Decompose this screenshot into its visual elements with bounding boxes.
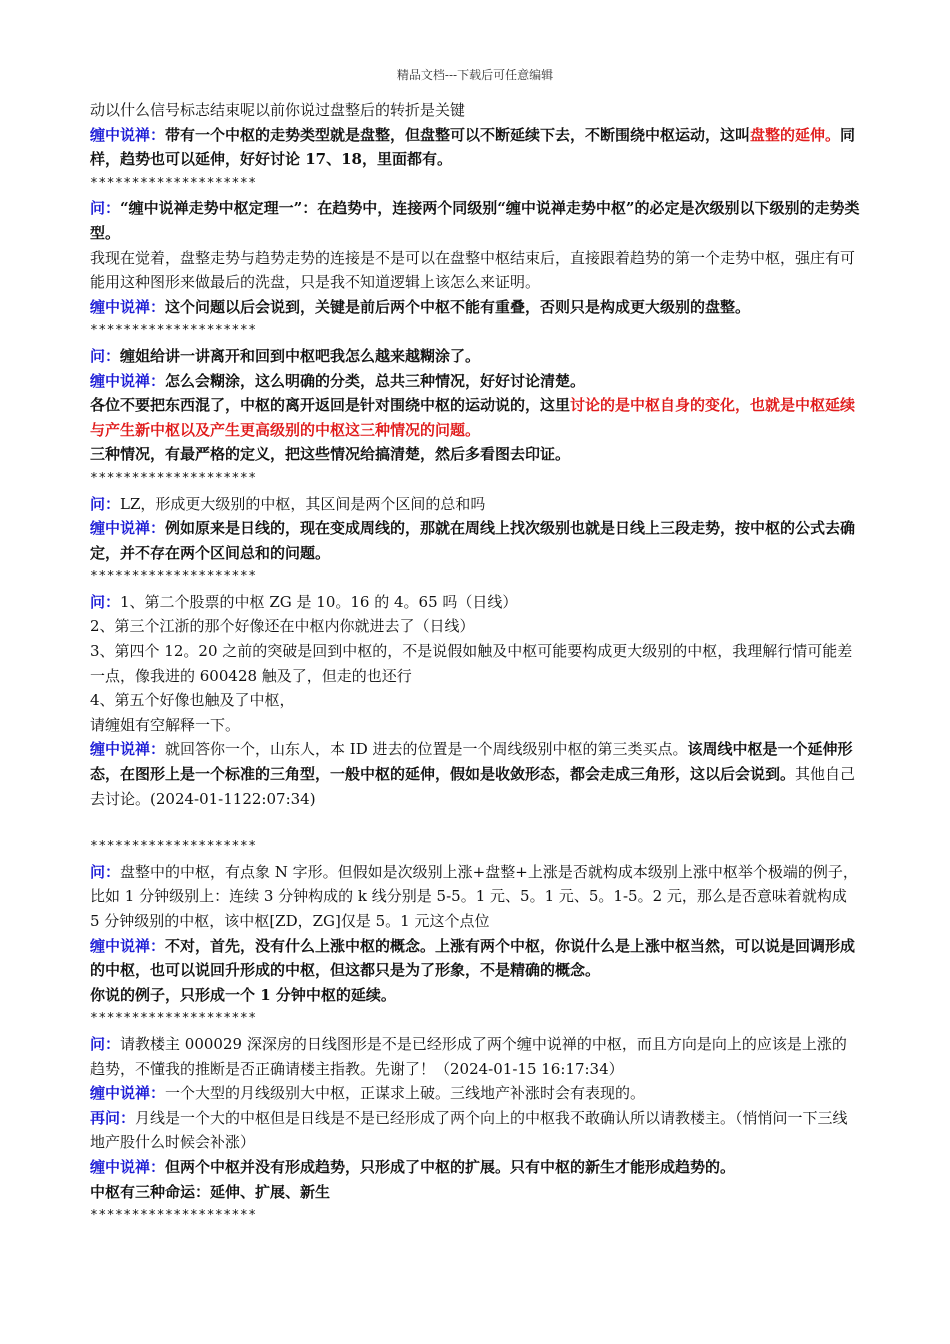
question-text: LZ，形成更大级别的中枢，其区间是两个区间的总和吗 [120, 494, 486, 513]
speaker-label: 缠中说禅： [90, 519, 166, 538]
question-text: 请教楼主 000029 深深房的日线图形是不是已经形成了两个缠中说禅的中枢，而且方向是向上的应该是上涨的趋势，不懂我的推断是否正确请楼主指教。先谢了！（2024-01-15 16:17:34） [90, 1034, 847, 1078]
answer-text: 不对，首先，没有什么上涨中枢的概念。上涨有两个中枢，你说什么是上涨中枢当然，可以说是回调形成的中枢，也可以说回升形成的中枢，但这都只是为了形象，不是精确的概念。 [90, 936, 856, 980]
answer-paragraph [90, 1081, 860, 1106]
speaker-label: 缠中说禅： [90, 740, 166, 759]
question-paragraph [90, 196, 860, 245]
answer-text: 这个问题以后会说到，关键是前后两个中枢不能有重叠，否则只是构成更大级别的盘整。 [165, 297, 751, 316]
answer-paragraph [90, 516, 860, 565]
answer-text: 但两个中枢并没有形成趋势，只形成了中枢的扩展。只有中枢的新生才能形成趋势的。 [165, 1157, 736, 1176]
answer-text: 其他自己去讨论。(2024-01-1122:07:34) [90, 765, 856, 808]
question-text: 缠姐给讲一讲离开和回到中枢吧我怎么越来越糊涂了。 [120, 346, 481, 365]
question-label: 问： [90, 1034, 121, 1053]
requestion-label: 再问： [90, 1108, 136, 1127]
question-text: “缠中说禅走势中枢定理一”：在趋势中，连接两个同级别“缠中说禅走势中枢”的必定是次级别以下级别的走势类型。 [90, 199, 860, 242]
separator: ******************** [90, 175, 257, 191]
separator: ******************** [90, 569, 257, 585]
answer-paragraph [90, 737, 860, 811]
speaker-label: 缠中说禅： [90, 125, 166, 144]
document-body [90, 98, 860, 1229]
answer-paragraph [90, 295, 860, 320]
question-item: 2、第三个江浙的那个好像还在中枢内你就进去了（日线） [90, 617, 475, 636]
intro-line: 动以什么信号标志结束呢以前你说过盘整后的转折是关键 [90, 101, 466, 119]
answer-paragraph: 三种情况，有最严格的定义，把这些情况给搞清楚，然后多看图去印证。 [90, 445, 571, 464]
separator: ******************** [90, 470, 257, 486]
question-label: 问： [90, 199, 121, 218]
speaker-label: 缠中说禅： [90, 936, 166, 955]
answer-paragraph [90, 1155, 860, 1180]
separator: ******************** [90, 1208, 257, 1224]
answer-paragraph: 中枢有三种命运：延伸、扩展、新生 [90, 1182, 331, 1201]
answer-text: 怎么会糊涂，这么明确的分类，总共三种情况，好好讨论清楚。 [165, 371, 586, 390]
question-paragraph [90, 1032, 860, 1081]
speaker-label: 缠中说禅： [90, 1084, 166, 1103]
question-label: 问： [90, 862, 121, 881]
highlight-text: 盘整的延伸。 [750, 125, 841, 144]
answer-paragraph [90, 393, 860, 442]
question-paragraph [90, 492, 860, 517]
answer-text: 各位不要把东西混了，中枢的离开返回是针对围绕中枢的运动说的，这里 [90, 396, 571, 415]
separator: ******************** [90, 839, 257, 855]
page-header: 精品文档---下载后可任意编辑 [396, 68, 554, 82]
separator: ******************** [90, 323, 257, 339]
answer-text: 带有一个中枢的走势类型就是盘整，但盘整可以不断延续下去，不断围绕中枢运动，这叫 [165, 125, 751, 144]
speaker-label: 缠中说禅： [90, 297, 166, 316]
requestion-paragraph [90, 1106, 860, 1155]
answer-text: 同样，趋势也可以延伸，好好讨论 17、18，里面都有。 [90, 125, 856, 169]
question-paragraph [90, 860, 860, 934]
question-followup: 我现在觉着，盘整走势与趋势走势的连接是不是可以在盘整中枢结束后，直接跟着趋势的第一个走势中枢，强庄有可能用这种图形来做最后的洗盘，只是我不知道逻辑上该怎么来证明。 [90, 248, 856, 292]
question-label: 问： [90, 346, 121, 365]
question-paragraph [90, 344, 860, 369]
question-label: 问： [90, 592, 121, 611]
blank-line [90, 811, 860, 835]
question-text: 1、第二个股票的中枢 ZG 是 10。16 的 4。65 吗（日线） [120, 592, 518, 611]
question-paragraph [90, 590, 860, 615]
answer-paragraph [90, 369, 860, 394]
answer-text: 就回答你一个，山东人，本 ID 进去的位置是一个周线级别中枢的第三类买点。 [165, 740, 688, 759]
highlight-text: 讨论的是中枢自身的变化，也就是中枢延续与产生新中枢以及产生更高级别的中枢这三种情况的问题。 [90, 396, 856, 439]
answer-paragraph [90, 123, 860, 172]
answer-paragraph [90, 934, 860, 983]
question-label: 问： [90, 494, 121, 513]
bold-text: 该周线中枢是一个延伸形态，在图形上是一个标准的三角型，一般中枢的延伸，假如是收敛形态，都会走成三角形，这以后会说到。 [90, 740, 853, 784]
speaker-label: 缠中说禅： [90, 371, 166, 390]
question-item: 4、第五个好像也触及了中枢， [90, 691, 295, 710]
answer-paragraph: 你说的例子，只形成一个 1 分钟中枢的延续。 [90, 985, 396, 1004]
question-item: 请缠姐有空解释一下。 [90, 715, 241, 734]
question-text: 月线是一个大的中枢但是日线是不是已经形成了两个向上的中枢我不敢确认所以请教楼主。（悄悄问一下三线地产股什么时候会补涨） [90, 1108, 848, 1152]
answer-text: 一个大型的月线级别大中枢，正谋求上破。三线地产补涨时会有表现的。 [165, 1084, 646, 1103]
answer-text: 例如原来是日线的，现在变成周线的，那就在周线上找次级别也就是日线上三段走势，按中枢的公式去确定，并不存在两个区间总和的问题。 [90, 519, 856, 562]
speaker-label: 缠中说禅： [90, 1157, 166, 1176]
separator: ******************** [90, 1011, 257, 1027]
question-text: 盘整中的中枢，有点象 N 字形。但假如是次级别上涨+盘整+上涨是否就构成本级别上涨中枢举个极端的例子，比如 1 分钟级别上：连续 3 分钟构成的 k 线分别是 5-5。1 元、5。1 元、5。1-5。2 元，那么是否意味着就构成 5 分钟级别的中枢，该中枢[ZD，ZG]仅是 5。1 元这个点位 [90, 862, 858, 930]
question-item: 3、第四个 12。20 之前的突破是回到中枢的，不是说假如触及中枢可能要构成更大级别的中枢，我理解行情可能差一点，像我进的 600428 触及了，但走的也还行 [90, 642, 853, 685]
